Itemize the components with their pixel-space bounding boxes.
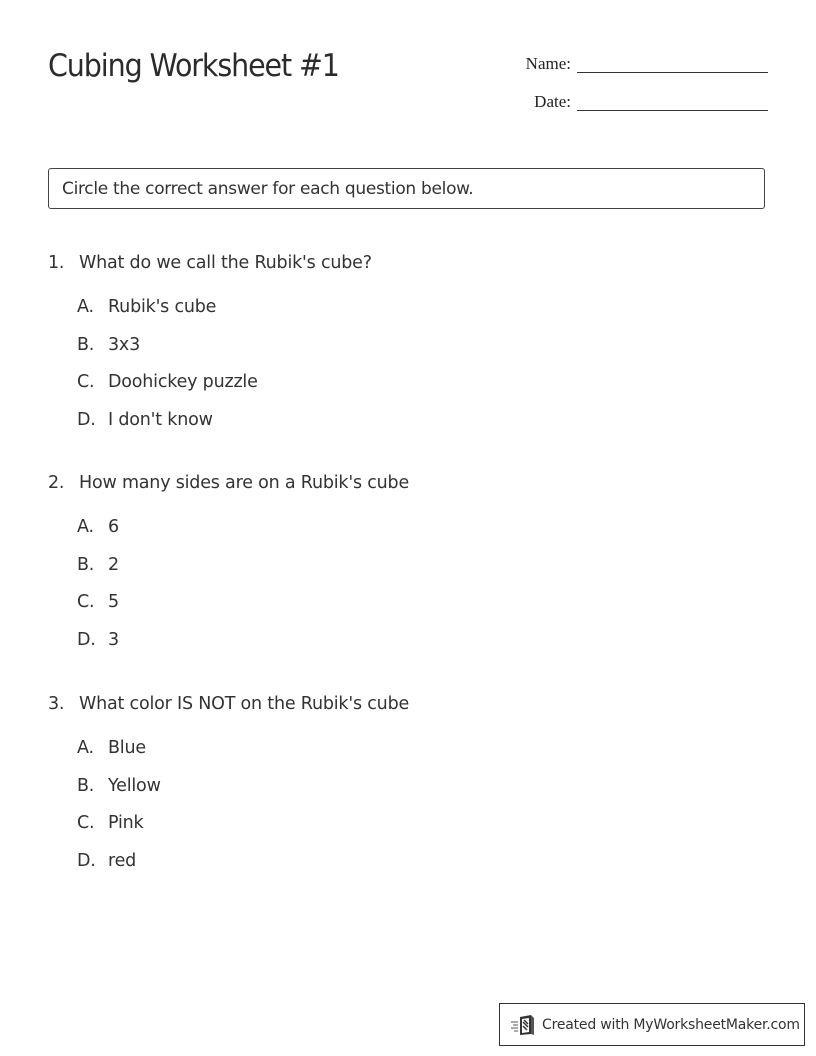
option-text: red	[108, 850, 137, 871]
option-text: Rubik's cube	[108, 297, 217, 317]
option-letter: C.	[77, 372, 95, 392]
question-1	[48, 251, 372, 447]
answer-option	[77, 630, 409, 668]
instructions-box: Circle the correct answer for each question below.	[48, 168, 765, 209]
answer-options	[77, 517, 409, 667]
name-field	[526, 54, 768, 73]
question-number: 2.	[48, 473, 65, 493]
question-stem	[48, 251, 372, 275]
name-blank-line	[577, 54, 768, 73]
option-text: Pink	[108, 813, 144, 833]
question-3	[48, 692, 409, 888]
question-stem	[48, 692, 409, 716]
option-text: 3	[108, 629, 119, 650]
option-text: Doohickey puzzle	[108, 372, 258, 392]
option-letter: B.	[77, 334, 95, 355]
answer-option	[77, 517, 409, 555]
option-letter: B.	[77, 554, 95, 575]
option-text: Yellow	[108, 775, 161, 796]
option-letter: D.	[77, 629, 96, 650]
date-label: Date:	[534, 92, 571, 111]
answer-options	[77, 297, 372, 447]
footer-badge	[499, 1003, 805, 1046]
answer-option	[77, 335, 372, 373]
option-letter: A.	[77, 517, 94, 537]
answer-option	[77, 297, 372, 335]
question-2	[48, 471, 409, 667]
option-text: Blue	[108, 738, 146, 758]
question-number: 3.	[48, 694, 65, 714]
answer-option	[77, 410, 372, 448]
question-number: 1.	[48, 253, 65, 273]
option-letter: D.	[77, 850, 96, 871]
answer-option	[77, 813, 409, 851]
answer-option	[77, 592, 409, 630]
name-label: Name:	[525, 54, 571, 73]
option-text: 5	[108, 592, 119, 612]
page-title: Cubing Worksheet #1	[48, 48, 339, 84]
answer-option	[77, 738, 409, 776]
option-letter: C.	[77, 813, 95, 833]
answer-option	[77, 372, 372, 410]
question-text: How many sides are on a Rubik's cube	[79, 473, 410, 493]
option-letter: D.	[77, 409, 96, 430]
option-text: I don't know	[108, 409, 213, 430]
option-letter: A.	[77, 297, 94, 317]
footer-text: Created with MyWorksheetMaker.com	[542, 1016, 800, 1033]
worksheet-maker-logo-icon	[510, 1014, 536, 1036]
answer-option	[77, 555, 409, 593]
option-text: 6	[108, 517, 119, 537]
option-text: 2	[108, 554, 119, 575]
option-letter: A.	[77, 738, 94, 758]
answer-option	[77, 851, 409, 889]
date-field	[534, 92, 768, 111]
option-text: 3x3	[108, 334, 141, 355]
answer-options	[77, 738, 409, 888]
option-letter: C.	[77, 592, 95, 612]
option-letter: B.	[77, 775, 95, 796]
date-blank-line	[577, 92, 768, 111]
question-text: What color IS NOT on the Rubik's cube	[79, 694, 410, 714]
question-stem	[48, 471, 409, 495]
answer-option	[77, 776, 409, 814]
question-text: What do we call the Rubik's cube?	[79, 253, 372, 273]
